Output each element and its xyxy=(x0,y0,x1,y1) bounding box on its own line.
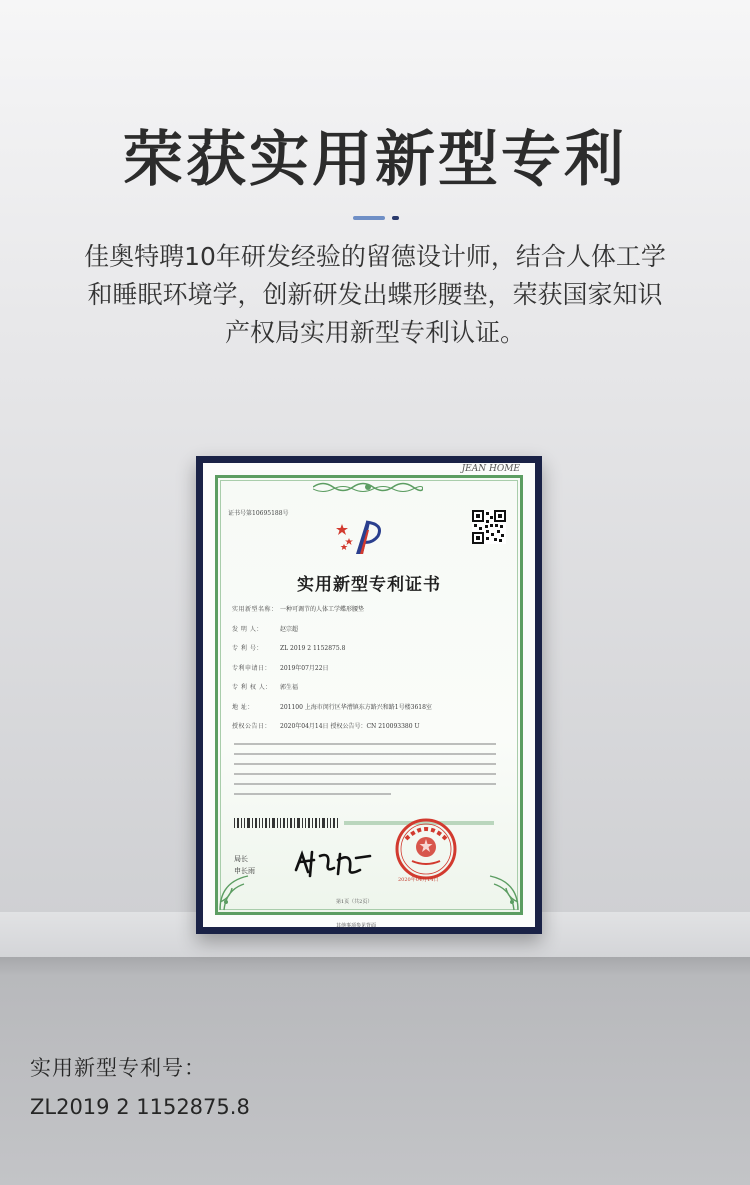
field-value: 郭生福 xyxy=(280,684,299,691)
seal-date: 2020年04月14日 xyxy=(398,877,439,883)
printer-note: 其他事项参见背面 xyxy=(336,923,377,929)
intro-line: 和睡眠环境学，创新研发出蝶形腰垫，荣获国家知识 xyxy=(87,280,663,309)
field-row xyxy=(232,604,502,624)
text-line xyxy=(234,793,391,795)
field-label: 发 明 人： xyxy=(232,625,263,633)
signature-name: 申长雨 xyxy=(234,867,255,875)
handwritten-note: JEAN HOME xyxy=(461,464,520,474)
title-divider-long xyxy=(353,216,385,220)
field-row xyxy=(232,721,502,741)
field-value: 201100 上海市闵行区华漕镇东方路兴和路1号楼3618室 xyxy=(280,703,432,711)
text-line xyxy=(234,763,496,765)
patent-number-label: 实用新型专利号： xyxy=(30,1056,206,1080)
page-headline: 荣获实用新型专利 xyxy=(123,125,627,195)
field-value: 2019年07月22日 xyxy=(280,664,329,672)
text-line xyxy=(234,783,496,785)
field-label: 地 址： xyxy=(232,703,254,711)
official-seal-icon xyxy=(394,817,458,881)
title-divider-short xyxy=(392,216,399,220)
qr-code-icon xyxy=(472,510,506,544)
certificate-fields xyxy=(232,604,502,741)
certificate-number: 证书号第10695188号 xyxy=(228,510,289,517)
shelf-edge xyxy=(0,957,750,975)
certificate-frame xyxy=(196,456,542,934)
field-label: 专利申请日： xyxy=(232,664,272,672)
certificate-mat xyxy=(203,463,535,927)
certificate-title: 实用新型专利证书 xyxy=(297,575,441,595)
field-row xyxy=(232,643,502,663)
intro-line: 产权局实用新型专利认证。 xyxy=(224,318,525,347)
intro-line: 佳奥特聘10年研发经验的留德设计师，结合人体工学 xyxy=(84,242,666,271)
page-number: 第1页（共2页） xyxy=(336,899,373,905)
certificate-body-text xyxy=(234,743,496,803)
top-ornament-icon xyxy=(313,480,423,494)
text-line xyxy=(234,773,496,775)
text-line xyxy=(234,743,496,745)
field-label: 授权公告日： xyxy=(232,723,272,730)
field-label: 实用新型名称： xyxy=(232,606,278,613)
text-line xyxy=(234,753,496,755)
intro-paragraph xyxy=(40,238,710,352)
patent-certificate xyxy=(215,464,523,929)
field-row xyxy=(232,682,502,702)
field-row xyxy=(232,624,502,644)
signature-icon xyxy=(290,842,380,882)
signature-title: 局长 xyxy=(234,855,248,863)
field-row xyxy=(232,663,502,683)
cnipa-emblem-icon xyxy=(336,516,386,558)
field-value: 一种可调节的人体工学蝶形腰垫 xyxy=(280,606,365,613)
corner-ornament-icon xyxy=(480,872,520,912)
field-value: 2020年04月14日 授权公告号：CN 210093380 U xyxy=(280,723,420,730)
field-label: 专 利 权 人： xyxy=(232,684,272,691)
field-value: 赵宗超 xyxy=(280,625,299,633)
field-value: ZL 2019 2 1152875.8 xyxy=(280,645,346,652)
corner-ornament-icon xyxy=(218,872,258,912)
field-label: 专 利 号： xyxy=(232,645,263,652)
field-row xyxy=(232,702,502,722)
patent-number-value: ZL2019 2 1152875.8 xyxy=(30,1095,250,1119)
